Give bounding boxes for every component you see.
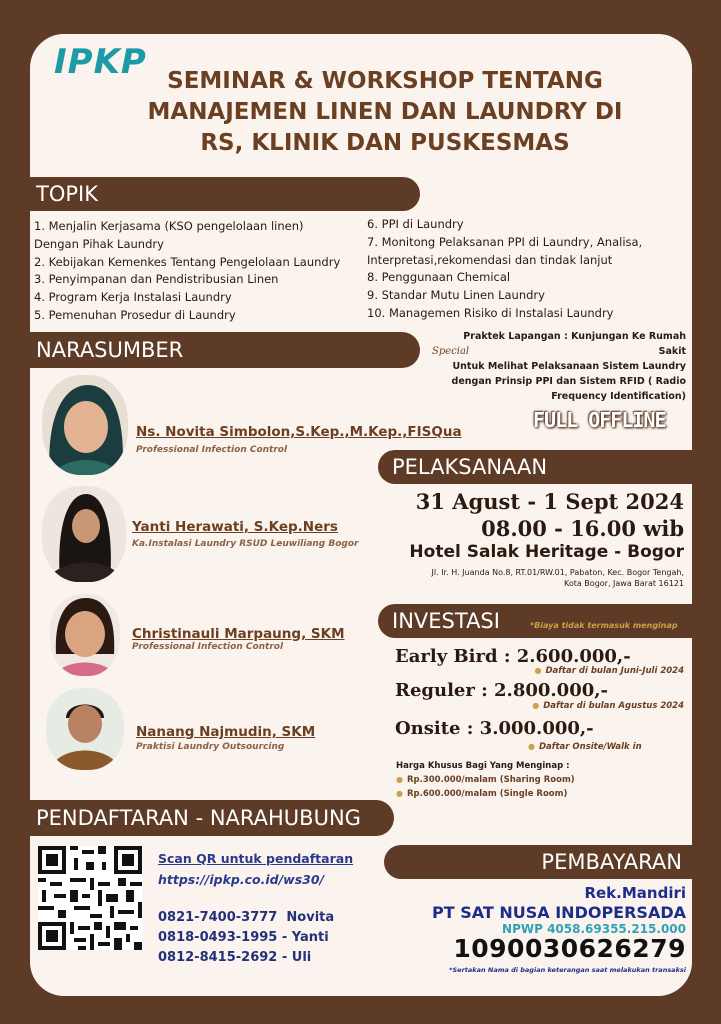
contact-list <box>158 908 334 968</box>
speaker-name-4: Nanang Najmudin, SKM <box>136 724 316 740</box>
avatar-icon <box>46 688 124 770</box>
narasumber-heading: NARASUMBER <box>30 332 420 368</box>
speaker-name-3: Christinauli Marpaung, SKM <box>132 626 345 642</box>
stay-prices: Harga Khusus Bagi Yang Menginap : ● Rp.300.000/malam (Sharing Room) ● Rp.600.000/malam (Single Room) <box>396 761 575 799</box>
speaker-name-2: Yanti Herawati, S.Kep.Ners <box>132 519 338 535</box>
investasi-heading: INVESTASI <box>378 604 692 638</box>
event-address: Jl. Ir. H. Juanda No.8, RT.01/RW.01, Pabaton, Kec. Bogor Tengah, Kota Bogor, Jawa Barat 16121 <box>431 568 684 588</box>
page-title <box>105 66 665 159</box>
speaker-photo-1 <box>42 375 128 475</box>
speaker-photo-4 <box>46 688 124 770</box>
price-reguler: Reguler : 2.800.000,- <box>395 680 608 701</box>
speaker-photo-2 <box>42 486 126 582</box>
speaker-role-4: Praktisi Laundry Outsourcing <box>136 742 285 752</box>
avatar-icon <box>50 594 120 676</box>
full-offline-label: FULL OFFLINE <box>533 408 666 432</box>
title-line-3: RS, KLINIK DAN PUSKESMAS <box>200 130 570 156</box>
speaker-role-1: Professional Infection Control <box>136 445 288 455</box>
special-tag: Special <box>432 346 470 357</box>
pelaksanaan-heading: PELAKSANAAN <box>378 450 692 484</box>
topik-heading: TOPIK <box>30 177 420 211</box>
topik-item: Interpretasi,rekomendasi dan tindak lanjut <box>367 252 613 267</box>
topik-item: 6. PPI di Laundry <box>367 217 464 231</box>
pendaftaran-heading: PENDAFTARAN - NARAHUBUNG <box>30 800 394 836</box>
speaker-role-2: Ka.Instalasi Laundry RSUD Leuwiliang Bogor <box>132 539 359 549</box>
payment-note: *Sertakan Nama di bagian keterangan saat melakukan transaksi <box>449 966 686 974</box>
speaker-role-3: Professional Infection Control <box>132 642 284 652</box>
payment-bank: Rek.Mandiri <box>584 884 686 902</box>
poster-card <box>30 34 692 996</box>
topik-item: 4. Program Kerja Instalasi Laundry <box>34 290 232 305</box>
topik-item: Dengan Pihak Laundry <box>34 236 164 251</box>
topik-item: 10. Managemen Risiko di Instalasi Laundry <box>367 305 614 320</box>
price-onsite-note: ● Daftar Onsite/Walk in <box>528 742 642 752</box>
topik-item: 3. Penyimpanan dan Pendistribusian Linen <box>34 272 279 287</box>
payment-npwp: NPWP 4058.69355.215.000 <box>502 922 686 936</box>
contact-item[interactable]: 0812-8415-2692 - Uli <box>158 950 312 965</box>
event-venue: Hotel Salak Heritage - Bogor <box>409 542 684 562</box>
registration-qr-code[interactable] <box>38 846 142 950</box>
qr-code-icon <box>38 846 142 950</box>
title-line-2: MANAJEMEN LINEN DAN LAUNDRY DI <box>147 99 623 125</box>
price-early-bird: Early Bird : 2.600.000,- <box>395 646 631 667</box>
topik-list-right <box>367 216 642 323</box>
payment-account-number: 1090030626279 <box>453 934 686 963</box>
title-line-1: SEMINAR & WORKSHOP TENTANG <box>167 68 603 94</box>
topik-item: 1. Menjalin Kerjasama (KSO pengelolaan linen) <box>34 219 304 233</box>
contact-item[interactable]: 0821-7400-3777 Novita <box>158 910 335 925</box>
special-note: Praktek Lapangan : Kunjungan Ke Rumah Sakit Untuk Melihat Pelaksanaan Sistem Laundry dengan Prinsip PPI dan Sistem RFID ( Radio Frequency Identification) <box>451 331 686 402</box>
event-date: 31 Agust - 1 Sept 2024 <box>415 489 684 514</box>
scan-qr-text: Scan QR untuk pendaftaran <box>158 851 354 866</box>
contact-item[interactable]: 0818-0493-1995 - Yanti <box>158 930 329 945</box>
topik-item: 7. Monitong Pelaksanan PPI di Laundry, Analisa, <box>367 234 643 249</box>
ipkp-logo: IPKP <box>54 42 147 82</box>
price-early-bird-note: ● Daftar di bulan Juni-Juli 2024 <box>534 666 684 676</box>
topik-list-left <box>34 218 340 325</box>
pembayaran-heading: PEMBAYARAN <box>384 845 692 879</box>
speaker-name-1: Ns. Novita Simbolon,S.Kep.,M.Kep.,FISQua <box>136 424 462 440</box>
registration-link[interactable]: https://ipkp.co.id/ws30/ <box>158 872 325 887</box>
payment-company: PT SAT NUSA INDOPERSADA <box>432 903 686 922</box>
event-time: 08.00 - 16.00 wib <box>481 516 684 541</box>
price-onsite: Onsite : 3.000.000,- <box>395 718 594 739</box>
topik-item: 2. Kebijakan Kemenkes Tentang Pengelolaan Laundry <box>34 254 341 269</box>
investasi-note: *Biaya tidak termasuk menginap <box>530 621 678 630</box>
topik-item: 9. Standar Mutu Linen Laundry <box>367 288 545 303</box>
speaker-photo-3 <box>50 594 120 676</box>
topik-item: 8. Penggunaan Chemical <box>367 270 511 285</box>
price-reguler-note: ● Daftar di bulan Agustus 2024 <box>532 701 684 711</box>
topik-item: 5. Pemenuhan Prosedur di Laundry <box>34 307 236 322</box>
avatar-icon <box>42 375 128 475</box>
avatar-icon <box>42 486 126 582</box>
